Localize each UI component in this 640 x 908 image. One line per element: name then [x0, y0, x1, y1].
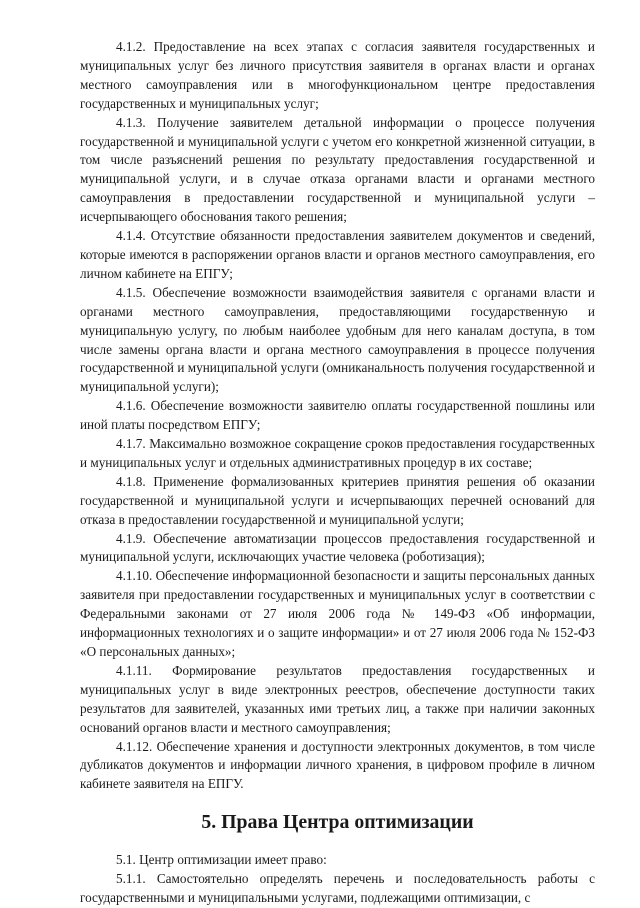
paragraph-4-1-3: 4.1.3. Получение заявителем детальной информации о процессе получения государственной и муниципальной услуги с учетом его конкретной жизненной ситуации, в том числе разъяснений решения по результату предоставления государственной и муниципальной услуги, и в случае отказа органами власти и органами местного самоуправления в предоставлении государственной и муниципальной услуги – исчерпывающего обоснования такого решения;: [80, 114, 595, 225]
paragraph-5-1-1: 5.1.1. Самостоятельно определять перечень и последовательность работы с государственными и муниципальными услугами, подлежащими оптимизации, с: [80, 871, 595, 905]
paragraph-4-1-10: 4.1.10. Обеспечение информационной безопасности и защиты персональных данных заявителя при предоставлении государственных и муниципальных услуг в соответствии с Федеральными законами от 27 июля 2006 года № 149-ФЗ «Об информации, информационных технологиях и о защите информации» и от 27 июля 2006 года № 152-ФЗ «О персональных данных»;: [80, 568, 595, 659]
paragraph-4-1-2: 4.1.2. Предоставление на всех этапах с согласия заявителя государственных и муниципальных услуг без личного присутствия заявителя в органах власти и органах местного самоуправления или в многофункциональном центре предоставления государственных и муниципальных услуг;: [80, 39, 595, 111]
paragraph-4-1-11: 4.1.11. Формирование результатов предоставления государственных и муниципальных услуг в виде электронных реестров, обеспечение доступности таких результатов для заявителей, указанных ими третьих лиц, а также при наличии законных оснований органов власти и местного самоуправления;: [80, 662, 595, 735]
paragraph-4-1-8: 4.1.8. Применение формализованных критериев принятия решения об оказании государственной и муниципальной услуги и исчерпывающих перечней оснований для отказа в предоставлении государственной и муниципальной услуги;: [80, 473, 595, 527]
paragraph-4-1-4: 4.1.4. Отсутствие обязанности предоставления заявителем документов и сведений, которые имеются в распоряжении органов власти и органов местного самоуправления, его личном кабинете на ЕПГУ;: [80, 228, 595, 281]
paragraph-4-1-6: 4.1.6. Обеспечение возможности заявителю оплаты государственной пошлины или иной платы посредством ЕПГУ;: [80, 398, 595, 433]
paragraph-4-1-7: 4.1.7. Максимально возможное сокращение сроков предоставления государственных и муниципальных услуг и отдельных административных процедур в их составе;: [80, 436, 595, 470]
paragraph-4-1-9: 4.1.9. Обеспечение автоматизации процессов предоставления государственной и муниципальной услуги, исключающих участие человека (роботизация);: [80, 530, 595, 565]
document-page: [80, 38, 595, 908]
section-heading: 5. Права Центра оптимизации: [201, 811, 474, 834]
paragraph-5-1: 5.1. Центр оптимизации имеет право:: [116, 852, 327, 868]
paragraph-4-1-12: 4.1.12. Обеспечение хранения и доступности электронных документов, в том числе дубликатов документов и информации личного хранения, в цифровом профиле в личном кабинете заявителя на ЕПГУ.: [80, 738, 595, 792]
paragraph-4-1-5: 4.1.5. Обеспечение возможности взаимодействия заявителя с органами власти и органами местного самоуправления, предоставляющими государственную и муниципальную услугу, по любым наиболее удобным для него каналам доступа, в том числе замены органа власти и органа местного самоуправления в процессе получения государственной и муниципальной услуги (омниканальность получения государственной и муниципальной услуги);: [80, 284, 595, 395]
